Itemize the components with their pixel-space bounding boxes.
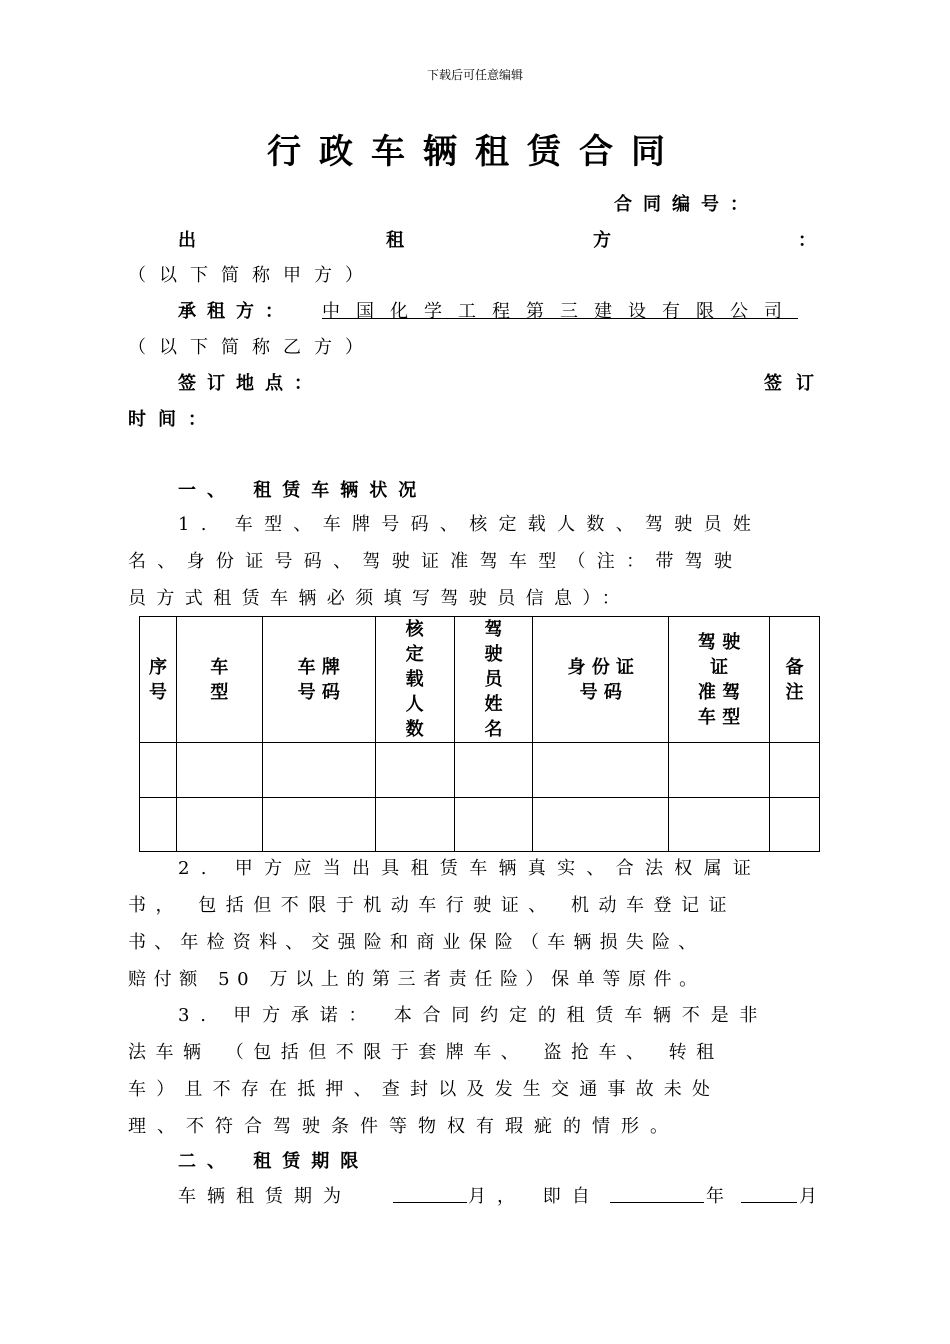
table-cell[interactable] <box>140 743 177 798</box>
table-cell[interactable] <box>454 743 533 798</box>
table-cell[interactable] <box>669 798 770 852</box>
lessor-char-2: 租 <box>386 230 404 251</box>
table-cell[interactable] <box>533 743 669 798</box>
table-cell[interactable] <box>375 798 454 852</box>
table-cell[interactable] <box>375 743 454 798</box>
s1-para1-line1: 1. 车型、车牌号码、核定载人数、驾驶员姓 <box>178 514 763 535</box>
lease-start-year-blank[interactable] <box>610 1184 704 1203</box>
lessee-name: 中国化学工程第三建设有限公司 <box>322 301 798 322</box>
table-cell[interactable] <box>533 798 669 852</box>
s2-line1-part-a: 车辆租赁期为 <box>178 1186 352 1207</box>
s1-para2-line2: 书， 包括但不限于机动车行驶证、 机动车登记证 <box>128 895 736 916</box>
s1-para3-line4: 理、不符合驾驶条件等物权有瑕疵的情形。 <box>128 1116 679 1137</box>
document-title: 行政车辆租赁合同 <box>267 132 683 172</box>
table-cell[interactable] <box>769 798 819 852</box>
s2-line1-part-c: 年 <box>706 1186 724 1207</box>
s1-para2-line4: 赔付额 50 万以上的第三者责任险）保单等原件。 <box>128 969 705 990</box>
col-capacity: 核 定 载 人 数 <box>375 617 454 743</box>
s1-para3-line2: 法车辆 （包括但不限于套牌车、 盗抢车、 转租 <box>128 1042 724 1063</box>
table-cell[interactable] <box>769 743 819 798</box>
s1-para1-line3: 员方式租赁车辆必须填写驾驶员信息）： <box>128 588 631 609</box>
col-id-number: 身 份 证 号 码 <box>533 617 669 743</box>
contract-number-label: 合同编号： <box>614 194 759 215</box>
sign-time-label-b: 时间： <box>128 409 218 430</box>
table-cell[interactable] <box>176 798 262 852</box>
s1-para2-line3: 书、年检资料、交强险和商业保险（车辆损失险、 <box>128 932 705 953</box>
vehicle-table <box>139 616 820 852</box>
s1-para2-line1: 2. 甲方应当出具租赁车辆真实、合法权属证 <box>178 858 763 879</box>
page-header: 下载后可任意编辑 <box>426 68 523 82</box>
col-model: 车 型 <box>176 617 262 743</box>
table-cell[interactable] <box>454 798 533 852</box>
section-2-title: 二、 租赁期限 <box>178 1151 370 1172</box>
s2-line1-part-d: 月 <box>799 1186 817 1207</box>
s2-line1-part-b: 月， 即自 <box>468 1186 601 1207</box>
col-driver-name: 驾 驶 员 姓 名 <box>454 617 533 743</box>
col-remarks: 备 注 <box>769 617 819 743</box>
lessor-char-4: ： <box>798 230 816 251</box>
s1-para3-line3: 车）且不存在抵押、查封以及发生交通事故未处 <box>128 1079 721 1100</box>
lease-months-blank[interactable] <box>393 1184 467 1203</box>
table-header-row <box>140 617 820 743</box>
table-cell[interactable] <box>669 743 770 798</box>
table-row <box>140 743 820 798</box>
s1-para3-line1: 3. 甲方承诺： 本合同约定的租赁车辆不是非 <box>178 1005 769 1026</box>
sign-time-label-a: 签订 <box>764 373 828 394</box>
lessor-char-3: 方 <box>593 230 611 251</box>
sign-place-label: 签订地点： <box>178 373 323 394</box>
col-license-class: 驾 驶 证 准 驾 车 型 <box>669 617 770 743</box>
col-seq: 序 号 <box>140 617 177 743</box>
col-plate: 车 牌 号 码 <box>262 617 375 743</box>
s1-para1-line2: 名、身份证号码、驾驶证准驾车型（注：带驾驶 <box>128 551 744 572</box>
lessee-label: 承租方： <box>178 301 294 322</box>
table-cell[interactable] <box>176 743 262 798</box>
lease-start-month-blank[interactable] <box>741 1184 797 1203</box>
lessor-char-1: 出 <box>178 230 196 251</box>
section-1-title: 一、 租赁车辆状况 <box>178 480 428 501</box>
table-cell[interactable] <box>140 798 177 852</box>
table-cell[interactable] <box>262 743 375 798</box>
lessor-alias: （以下简称甲方） <box>128 265 376 286</box>
lessee-alias: （以下简称乙方） <box>128 337 376 358</box>
table-row <box>140 798 820 852</box>
table-cell[interactable] <box>262 798 375 852</box>
